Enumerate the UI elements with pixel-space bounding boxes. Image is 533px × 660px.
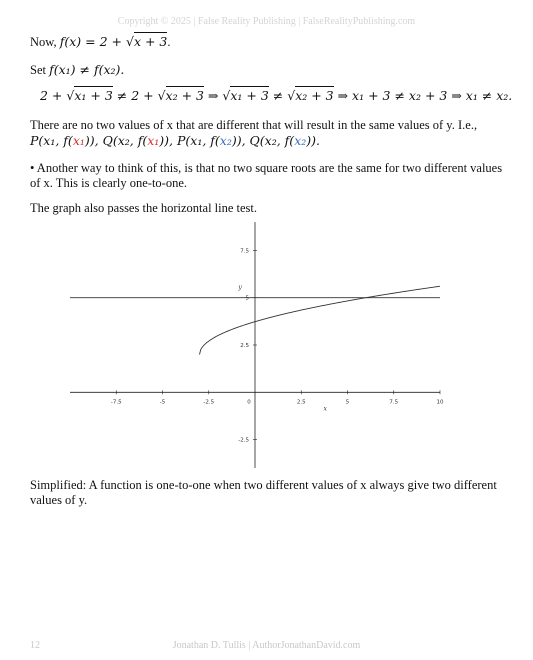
line-now-radicand: x + 3 <box>133 34 168 49</box>
line-now: Now, f(x) = 2 + √x + 3. <box>30 34 171 49</box>
eq-part-5: ⇒ x₁ + 3 ≠ x₂ + 3 ⇒ x₁ ≠ x₂. <box>333 88 513 103</box>
y-tick-label: 5 <box>245 295 249 302</box>
point-q2-a: )), Q(x₂, f( <box>231 133 295 148</box>
graph-intro: The graph also passes the horizontal line test. <box>30 201 258 215</box>
x-tick-label: 7.5 <box>389 399 399 406</box>
equation-chain: 2 + √x₁ + 3 ≠ 2 + √x₂ + 3 ⇒ √x₁ + 3 ≠ √x₂ + 3 ⇒ x₁ + 3 ≠ x₂ + 3 ⇒ x₁ ≠ x₂. <box>40 88 513 103</box>
eq-part-3: ⇒ <box>203 88 223 103</box>
line-set-prefix: Set <box>30 63 50 77</box>
point-q1-a: )), Q(x₂, f( <box>84 133 148 148</box>
x-tick-label: 5 <box>345 399 350 406</box>
function-curve <box>200 286 441 354</box>
x-tick-label: -5 <box>159 399 166 406</box>
copyright-header: Copyright © 2025 | False Reality Publishing | FalseRealityPublishing.com <box>117 16 416 27</box>
line-set <box>30 62 124 78</box>
point-q1-red: x₁ <box>147 133 160 148</box>
line-now-end: . <box>167 35 171 49</box>
para1-line1: There are no two values of x that are different that will result in the same values of y. I.e., <box>30 118 478 132</box>
eq-radicand-3: x₁ + 3 <box>230 88 269 103</box>
summary-line1: Simplified: A function is one-to-one when two different values of x always give two different <box>30 478 497 492</box>
line-now-prefix: Now, <box>30 35 60 49</box>
y-tick-label: 2.5 <box>240 343 249 349</box>
line-now-math: f(x) = 2 + <box>59 34 126 49</box>
point-end: )). <box>306 133 320 148</box>
x-tick-label: 0 <box>247 399 251 406</box>
point-p1-a: P(x₁, f( <box>30 133 73 148</box>
point-q2-blue: x₂ <box>294 133 307 148</box>
eq-radicand-1: x₁ + 3 <box>74 88 113 103</box>
bullet-line2: of x. This is clearly one-to-one. <box>30 176 188 190</box>
footer-author: Jonathan D. Tullis | AuthorJonathanDavid.com <box>172 640 361 651</box>
x-tick-label: 2.5 <box>296 399 306 406</box>
eq-part-2: ≠ 2 + <box>112 88 158 103</box>
eq-radicand-2: x₂ + 3 <box>165 88 204 103</box>
point-p1-red: x₁ <box>72 133 85 148</box>
eq-part-4: ≠ <box>268 88 288 103</box>
page-number: 12 <box>30 640 40 651</box>
point-p2-blue: x₂ <box>219 133 232 148</box>
eq-part-1: 2 + <box>40 88 67 103</box>
line-set-math: f(x₁) ≠ f(x₂). <box>49 62 125 77</box>
x-tick-label: -7.5 <box>110 399 122 406</box>
y-tick-label: -2.5 <box>238 437 249 444</box>
y-axis-label: y <box>238 284 242 292</box>
eq-radicand-4: x₂ + 3 <box>295 88 334 103</box>
function-graph <box>70 222 444 468</box>
summary-line2: values of y. <box>30 493 88 507</box>
para1-line2 <box>30 133 320 148</box>
x-axis-label: x <box>323 405 327 413</box>
bullet-line1: • Another way to think of this, is that no two square roots are the same for two different values <box>30 161 503 175</box>
point-p2-a: )), P(x₁, f( <box>159 133 220 148</box>
y-tick-label: 7.5 <box>240 248 249 255</box>
x-tick-label: -2.5 <box>203 399 215 406</box>
x-tick-label: 10 <box>436 399 444 406</box>
